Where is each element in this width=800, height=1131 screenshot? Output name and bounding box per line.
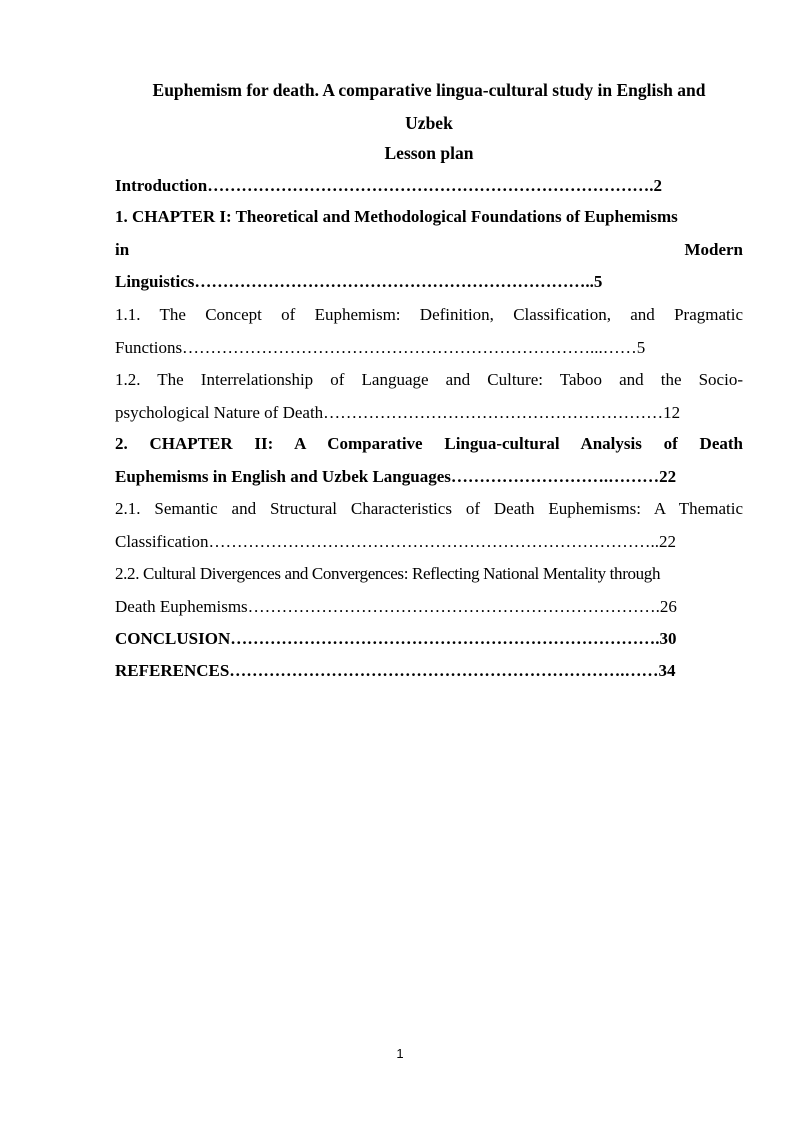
toc-conclusion-text: CONCLUSION………………………………………………………………….30 [115,629,677,648]
toc-section-1-2-line-2: psychological Nature of Death……………………………………………………12 [115,402,681,422]
toc-chapter-1 [115,201,743,299]
toc-section-2-1 [115,493,743,558]
toc-chapter-2-line-1: 2. CHAPTER II: A Comparative Lingua-cultural Analysis of Death [115,434,743,453]
toc-section-1-1-line-2: Functions………………………………………………………………...……5 [115,337,646,357]
title-line-2: Uzbek [405,112,453,133]
toc-section-1-1 [115,299,743,364]
document-page [115,0,743,1131]
toc-section-2-2 [115,558,743,623]
toc-chapter-1-line-1: 1. CHAPTER I: Theoretical and Methodological Foundations of Euphemisms [115,207,678,226]
toc-section-1-2 [115,364,743,429]
toc-introduction-text: Introduction…………………………………………………………………….2 [115,176,663,195]
toc-section-2-1-line-2: Classification……………………………………………………………………..22 [115,531,676,551]
toc-chapter-1-line-2: in Modern [115,239,743,259]
toc-introduction [115,170,743,203]
title-line-1: Euphemism for death. A comparative lingua-cultural study in English and [152,80,706,100]
toc-chapter-1-line-3: Linguistics……………………………………………………………..5 [115,272,603,291]
document-title [115,74,743,139]
toc-conclusion [115,623,743,656]
toc-references [115,655,743,688]
toc-section-1-2-line-1: 1.2. The Interrelationship of Language and Culture: Taboo and the Socio- [115,370,743,389]
toc-section-2-2-line-1: 2.2. Cultural Divergences and Convergences: Reflecting National Mentality through [115,564,661,583]
toc-section-2-2-line-2: Death Euphemisms……………………………………………………………….26 [115,596,677,616]
toc-chapter-2 [115,428,743,493]
toc-references-text: REFERENCES…………………………………………………………….……34 [115,661,676,680]
toc-chapter-2-line-2: Euphemisms in English and Uzbek Languages……………………….………22 [115,466,677,486]
page-number: 1 [396,1046,404,1061]
lesson-plan-heading: Lesson plan [384,143,474,163]
toc-section-1-1-line-1: 1.1. The Concept of Euphemism: Definition, Classification, and Pragmatic [115,305,743,324]
toc-section-2-1-line-1: 2.1. Semantic and Structural Characteristics of Death Euphemisms: A Thematic [115,499,743,518]
